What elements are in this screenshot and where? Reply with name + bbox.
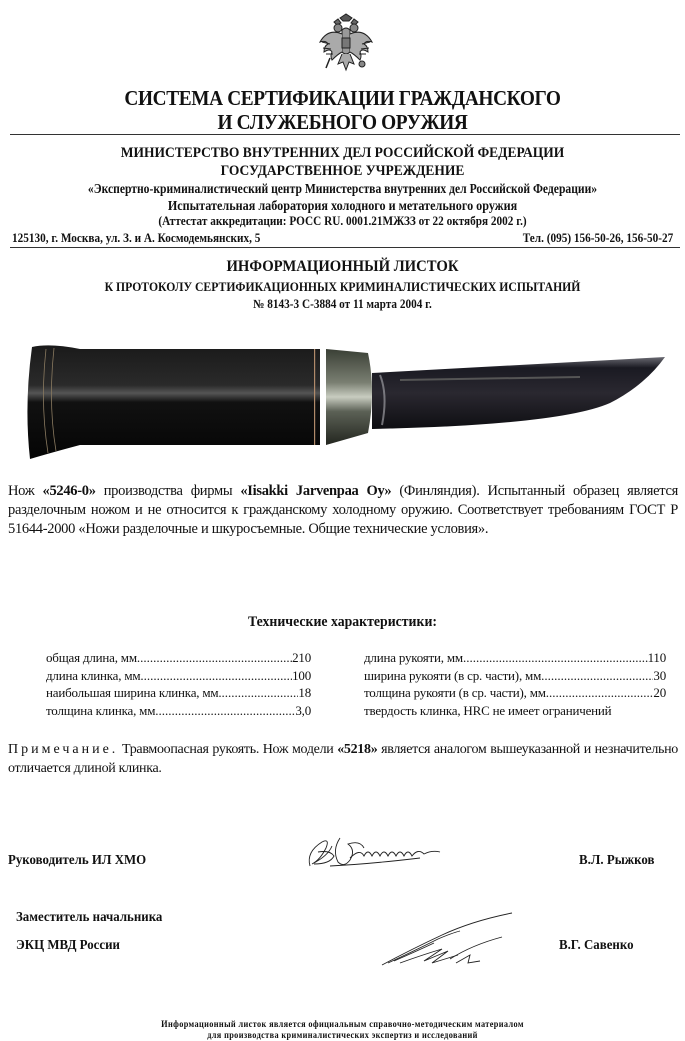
spec-label: твердость клинка, HRC не имеет ограничений	[364, 702, 612, 718]
spec-row	[46, 702, 311, 720]
analog-model: «5218»	[337, 742, 378, 757]
head-role: Руководитель ИЛ ХМО	[8, 853, 147, 868]
description-text: (Финляндия). Испытанный образец является разделочным ножом и не относится к гражданскому холодному оружию. Соответствует требованиям ГОСТ Р 51644-2000 «Ножи разделочные и шкуросъемные. Общие технические условия».	[8, 483, 678, 537]
deputy-name: В.Г. Савенко	[559, 938, 634, 953]
description-text: Нож	[8, 483, 43, 499]
spec-row	[46, 649, 311, 667]
note-paragraph	[8, 740, 678, 778]
spec-row	[364, 667, 666, 685]
spec-value: 3,0	[295, 702, 311, 718]
note-label: Примечание.	[8, 742, 119, 757]
spec-label: длина рукояти, мм	[364, 650, 463, 665]
leader-dots	[463, 649, 648, 667]
spec-value: 20	[653, 685, 666, 700]
deputy-organization: ЭКЦ МВД России	[16, 938, 120, 953]
spec-value: 100	[292, 667, 311, 683]
spec-label: наибольшая ширина клинка, мм.	[46, 685, 222, 700]
footer-note-line2: для производства криминалистических экспертиз и исследований	[207, 1030, 478, 1040]
description-text: производства фирмы	[95, 483, 241, 499]
leader-dots	[541, 667, 653, 685]
knife-model: «5246-0»	[42, 483, 96, 499]
leader-dots	[137, 649, 292, 667]
footer-note-line1: Информационный листок является официальным справочно-методическим материалом	[161, 1019, 524, 1029]
spec-row	[46, 684, 311, 702]
phone: Тел. (095) 156-50-26, 156-50-27	[522, 231, 673, 245]
spec-label: общая длина, мм	[46, 650, 137, 665]
deputy-role: Заместитель начальника	[16, 910, 163, 925]
spec-label: длина клинка, мм	[46, 667, 141, 683]
ministry-name: МИНИСТЕРСТВО ВНУТРЕННИХ ДЕЛ РОССИЙСКОЙ ФЕДЕРАЦИИ	[120, 145, 565, 161]
spec-row	[364, 702, 666, 720]
signature-savenko	[372, 905, 517, 970]
spec-label: толщина клинка, мм	[46, 702, 156, 718]
specs-left-column	[46, 649, 311, 719]
note-text: Травмоопасная рукоять. Нож модели	[118, 742, 338, 757]
knife-photo	[20, 335, 670, 465]
spec-label: толщина рукояти (в ср. части), мм	[364, 685, 546, 700]
head-name: В.Л. Рыжков	[579, 853, 655, 868]
document-title-line1: СИСТЕМА СЕРТИФИКАЦИИ ГРАЖДАНСКОГО	[124, 86, 561, 110]
spec-value: 18	[298, 685, 311, 700]
spec-row	[364, 684, 666, 702]
specs-right-column	[364, 649, 666, 719]
spec-value: 210	[292, 650, 311, 665]
description-paragraph	[8, 482, 678, 539]
document-title-line2: И СЛУЖЕБНОГО ОРУЖИЯ	[217, 110, 468, 134]
manufacturer: «Iisakki Jarvenpaa Oy»	[240, 483, 392, 499]
protocol-number: № 8143-3 С-3884 от 11 марта 2004 г.	[253, 297, 432, 311]
note-text: является аналогом вышеуказанной и незначительно отличается длиной клинка.	[8, 742, 678, 776]
divider	[10, 247, 680, 248]
spec-row	[46, 667, 311, 685]
leader-dots	[140, 667, 292, 685]
info-sheet-subtitle: К ПРОТОКОЛУ СЕРТИФИКАЦИОННЫХ КРИМИНАЛИСТИЧЕСКИХ ИСПЫТАНИЙ	[104, 279, 581, 294]
accreditation: (Аттестат аккредитации: РОСС RU. 0001.21МЖЗЗ от 22 октября 2002 г.)	[158, 214, 527, 228]
institution-type: ГОСУДАРСТВЕННОЕ УЧРЕЖДЕНИЕ	[220, 163, 465, 179]
spec-row	[364, 649, 666, 667]
laboratory-name: Испытательная лаборатория холодного и метательного оружия	[167, 198, 518, 213]
specs-title: Технические характеристики:	[247, 614, 438, 630]
spec-label: ширина рукояти (в ср. части), мм	[364, 667, 542, 683]
leader-dots	[221, 684, 298, 702]
divider	[10, 134, 680, 135]
leader-dots	[546, 684, 654, 702]
address: 125130, г. Москва, ул. З. и А. Космодемьянских, 5	[12, 231, 261, 245]
spec-value: 30	[653, 667, 666, 683]
signature-rhyzhkov	[300, 830, 460, 872]
info-sheet-title: ИНФОРМАЦИОННЫЙ ЛИСТОК	[226, 258, 459, 275]
institution-name: «Экспертно-криминалистический центр Министерства внутренних дел Российской Федерации»	[87, 181, 598, 196]
coat-of-arms-icon	[316, 12, 376, 74]
spec-value: 110	[647, 650, 666, 665]
leader-dots	[155, 702, 295, 720]
